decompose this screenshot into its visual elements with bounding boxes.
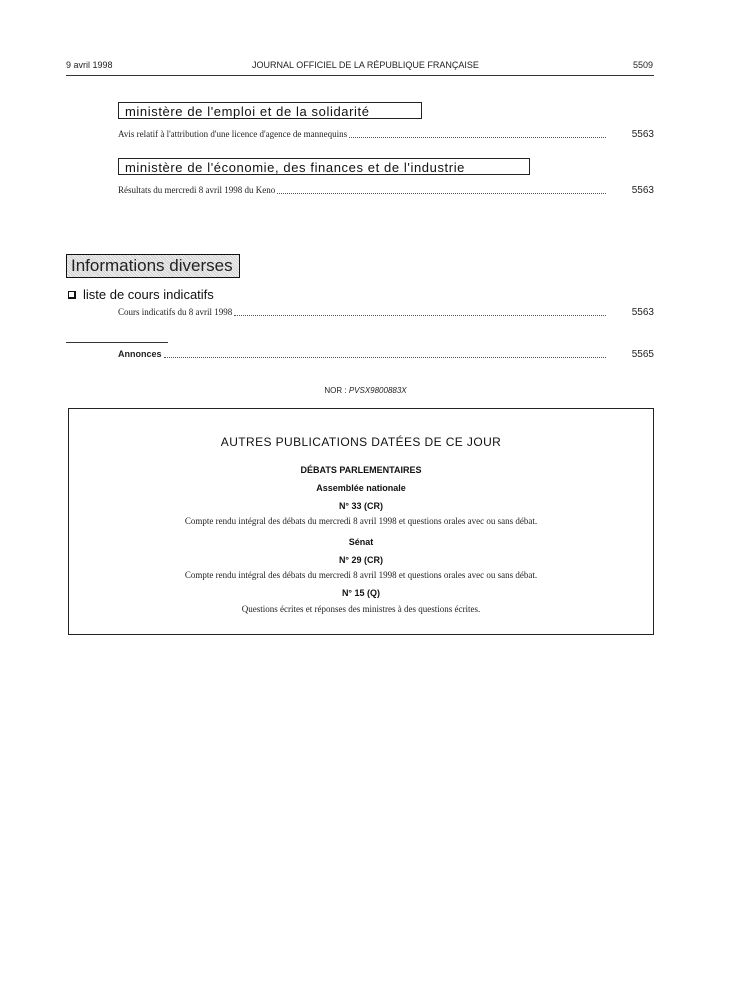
nor-code: PVSX9800883X — [348, 386, 407, 395]
header-journal-title: JOURNAL OFFICIEL DE LA RÉPUBLIQUE FRANÇAISE — [252, 60, 479, 70]
dot-leader — [234, 315, 606, 316]
ministry-heading-economie: ministère de l'économie, des finances et de l'industrie — [118, 158, 530, 175]
header-date: 9 avril 1998 — [66, 60, 113, 70]
senat-description: Compte rendu intégral des débats du mercredi 8 avril 1998 et questions orales avec ou sans débat. — [184, 570, 538, 580]
nor-reference — [0, 386, 731, 395]
toc-entry-licence-mannequins[interactable] — [118, 129, 606, 140]
subheading-text: liste de cours indicatifs — [83, 287, 214, 302]
toc-entry-cours-indicatifs[interactable] — [118, 307, 606, 318]
toc-entry-page: 5565 — [631, 349, 654, 360]
toc-entry-page: 5563 — [631, 185, 654, 196]
toc-entry-text: Avis relatif à l'attribution d'une licence d'agence de mannequins — [118, 129, 348, 139]
checkbox-icon — [68, 291, 76, 299]
publications-title: AUTRES PUBLICATIONS DATÉES DE CE JOUR — [220, 435, 502, 449]
toc-entry-text: Cours indicatifs du 8 avril 1998 — [118, 307, 233, 317]
senat-heading: Sénat — [348, 537, 374, 547]
ministry-heading-emploi: ministère de l'emploi et de la solidarité — [118, 102, 422, 119]
toc-entry-page: 5563 — [631, 129, 654, 140]
toc-entry-page: 5563 — [631, 307, 654, 318]
nor-label: NOR : — [324, 386, 347, 395]
toc-entry-keno[interactable] — [118, 185, 606, 196]
assemblee-description: Compte rendu intégral des débats du mercredi 8 avril 1998 et questions orales avec ou sans débat. — [184, 516, 538, 526]
senat-questions-description: Questions écrites et réponses des ministres à des questions écrites. — [241, 604, 481, 614]
assemblee-issue-number: N° 33 (CR) — [338, 501, 384, 511]
dot-leader — [164, 357, 606, 358]
publications-category: DÉBATS PARLEMENTAIRES — [300, 465, 422, 475]
section-title: Informations diverses — [71, 256, 233, 275]
assemblee-heading: Assemblée nationale — [316, 483, 406, 493]
toc-entry-annonces[interactable] — [118, 349, 606, 360]
toc-entry-text: Résultats du mercredi 8 avril 1998 du Keno — [118, 185, 276, 195]
dot-leader — [349, 137, 606, 138]
other-publications-box — [68, 408, 654, 635]
annonces-label: Annonces — [118, 349, 162, 359]
header-rule — [66, 75, 654, 76]
subheading-cours-indicatifs — [68, 287, 214, 302]
separator-rule — [66, 342, 168, 343]
header-page-number: 5509 — [632, 60, 653, 70]
senat-issue-number: N° 29 (CR) — [338, 555, 384, 565]
section-heading-box — [66, 254, 240, 278]
senat-questions-number: N° 15 (Q) — [341, 588, 381, 598]
dot-leader — [277, 193, 606, 194]
